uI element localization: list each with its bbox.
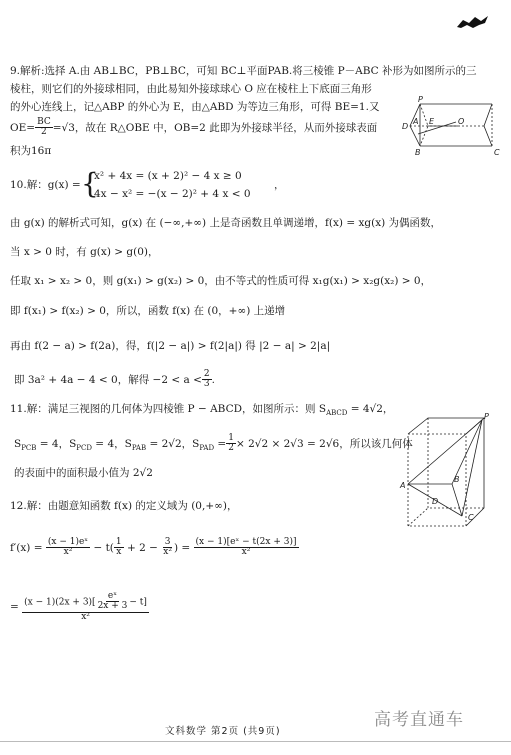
q9-label-c: C	[494, 148, 500, 156]
q9-label-b: B	[415, 148, 421, 156]
footer-divider	[0, 741, 511, 742]
q12-frac4: $\frac{\text{(x − 1)[eˣ − t(2x + 3)]}}{\text{x²}}$	[195, 537, 297, 558]
q12-frac1: $\frac{\text{(x − 1)eˣ}}{\text{x²}}$	[47, 537, 89, 558]
watermark: 高考直通车	[374, 710, 464, 730]
q12-inner-frac: $\frac{\text{eˣ}}{2x + 3}$	[97, 591, 128, 612]
q10-line7-text: 即 3a² + 4a − 4 < 0，解得 −2 < a <	[14, 373, 202, 386]
q12-big-frac: (x − 1)(2x + 3)[ $\frac{\text{eˣ}}{2x + 3}$ − t] x²	[24, 591, 147, 622]
q9-label-p: P	[418, 95, 423, 104]
q10-intro: 10.解：g(x) =	[10, 179, 81, 191]
q9-label-a: A	[413, 117, 419, 126]
q9-label-d: D	[402, 122, 409, 131]
q9-line4-rest: =√3，故在 R△OBE 中，OB=2 此即为外接球半径，从而外接球表面	[52, 121, 378, 134]
q12-derivative: f′(x) = $\frac{\text{(x − 1)eˣ}}{\text{x²}}$ − t( $\frac{1}{x}$ + 2 − $\frac{3}{\text{x²}}$ ) = $\frac{\text{(x − 1)[eˣ − t(2x + 3)]}}{\text{x²}}$	[10, 537, 297, 558]
q10-line5: 即 f(x₁) > f(x₂) > 0，所以，函数 f(x) 在 (0，+∞) 上递增	[10, 305, 286, 317]
q10-fraction: $\frac{2}{3}$	[203, 369, 210, 390]
q10-line2: 由 g(x) 的解析式可知，g(x) 在 (−∞,+∞) 上是奇函数且单调递增，f(x) = xg(x) 为偶函数，	[10, 217, 442, 229]
q11-label-a: A	[400, 481, 406, 490]
q11-label-c: C	[468, 513, 474, 522]
q11-line1: 11.解：满足三视图的几何体为四棱锥 P − ABCD，如图所示：则 $S_{ABCD} = 4√2$，	[10, 403, 394, 418]
q11-label-b: B	[454, 475, 460, 484]
q10-line6: 再由 f(2 − a) > f(2a)，得，f(|2 − a|) > f(2|a|) 得 |2 − a| > 2|a|	[10, 340, 331, 352]
page-footer: 文科数学 第2页 (共9页)	[165, 726, 281, 737]
q10-line4: 任取 x₁ > x₂ > 0，则 g(x₁) > g(x₂) > 0，由不等式的性质可得 x₁g(x₁) > x₂g(x₂) > 0，	[10, 275, 432, 287]
q11-label-d: D	[432, 497, 439, 506]
q11-label-p: P	[484, 412, 489, 421]
running-horse-logo-icon	[455, 14, 491, 30]
q9-line5: 积为16π	[10, 145, 52, 157]
q9-label-o: O	[458, 117, 465, 126]
q9-line3: 的外心连线上，记△ABP 的外心为 E，由△ABD 为等边三角形，可得 BE=1.又	[10, 101, 380, 113]
q10-line7	[14, 370, 215, 390]
q12-frac3: $\frac{3}{\text{x²}}$	[163, 537, 172, 558]
q10-case2: 4x − x² = −(x − 2)² + 4 x < 0	[94, 188, 251, 200]
q9-line4	[10, 118, 377, 138]
q11-line3: 的表面中的面积最小值为 2√2	[14, 467, 153, 479]
q12-frac2: $\frac{1}{x}$	[115, 537, 122, 558]
q11-line2: $S_{PCB} = 4$，$S_{PCD} = 4$，$S_{PAB} = 2√2$，$S_{PAD}$ = $\frac{1}{2}$ × 2√2 × 2√3 = 2√6，所以该几何体	[14, 433, 413, 454]
q10-line7-end: .	[211, 373, 215, 386]
q9-label-e: E	[429, 117, 435, 126]
q9-prism-figure	[398, 94, 502, 156]
q10-case-end: ，	[274, 179, 285, 191]
q9-line1: 9.解析:选择 A.由 AB⊥BC，PB⊥BC，可知 BC⊥平面PAB.将三棱锥 P－ABC 补形为如图所示的三	[10, 65, 477, 77]
q10-brace: {	[81, 167, 99, 200]
q9-fraction: $\frac{BC}{2}$	[37, 117, 51, 138]
q11-fraction: $\frac{1}{2}$	[228, 433, 234, 454]
q12-factored: = (x − 1)(2x + 3)[ $\frac{\text{eˣ}}{2x + 3}$ − t] x²	[10, 591, 147, 622]
q9-oe-label: OE=	[10, 121, 36, 134]
q9-line2: 棱柱，则它们的外接球相同，由此易知外接球球心 O 应在棱柱上下底面三角形	[10, 83, 372, 95]
q12-line1: 12.解：由题意知函数 f(x) 的定义域为 (0,+∞)，	[10, 500, 238, 512]
q10-case1: x² + 4x = (x + 2)² − 4 x ≥ 0	[94, 170, 242, 182]
q10-line3: 当 x > 0 时，有 g(x) > g(0)，	[10, 246, 159, 258]
q11-pyramid-figure	[398, 412, 494, 532]
